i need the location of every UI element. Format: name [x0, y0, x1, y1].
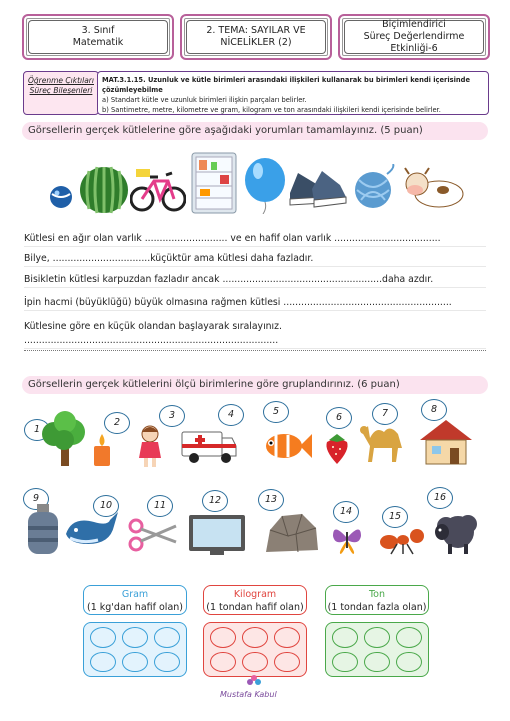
item-number: 12	[202, 490, 228, 512]
learning-outcome-box	[97, 71, 489, 115]
header-assessment-type: Biçimlendirici	[382, 19, 446, 30]
answer-circle[interactable]	[396, 652, 422, 673]
outcome-item-b: b) Santimetre, metre, kilometre ve gram, kilogram ve ton arasındaki ilişkileri kendi içerisinde belirler.	[102, 106, 441, 114]
sentence-3[interactable]: Bisikletin kütlesi karpuzdan fazladır ancak ......................................................daha azdır.	[24, 273, 486, 288]
header-class-box	[22, 14, 174, 60]
answer-circle[interactable]	[396, 627, 422, 648]
answer-circle[interactable]	[210, 627, 236, 648]
television-icon	[188, 514, 246, 556]
answer-circle[interactable]	[90, 627, 116, 648]
header-theme-box	[180, 14, 332, 60]
header-subject: Matematik	[72, 37, 124, 48]
item-number: 7	[372, 403, 398, 425]
ant-icon	[379, 526, 425, 556]
balloon-icon	[243, 156, 287, 214]
candle-icon	[91, 432, 113, 468]
sheep-icon	[432, 508, 480, 556]
answer-circle[interactable]	[122, 652, 148, 673]
sneakers-icon	[288, 167, 348, 215]
camel-icon	[356, 418, 414, 464]
outcomes-label: Öğrenme Çıktıları	[28, 76, 94, 85]
answer-circle[interactable]	[274, 627, 300, 648]
question-1: Görsellerin gerçek kütlelerine göre aşağıdaki yorumları tamamlayınız. (5 puan)	[22, 122, 488, 140]
process-components-label: Süreç Bileşenleri	[29, 86, 93, 95]
header-class: 3. Sınıf	[81, 25, 115, 36]
tree-icon	[38, 410, 92, 468]
whale-icon	[62, 508, 120, 552]
answer-circle[interactable]	[154, 652, 180, 673]
header-theme-line1: 2. TEMA: SAYILAR VE	[206, 25, 306, 36]
category-gram-label	[83, 585, 187, 615]
category-kilogram-label	[203, 585, 307, 615]
refrigerator-icon	[191, 152, 237, 214]
item-number: 15	[382, 506, 408, 528]
answer-circle[interactable]	[154, 627, 180, 648]
category-subtitle: (1 kg'dan hafif olan)	[87, 602, 183, 613]
category-subtitle: (1 tondan hafif olan)	[206, 602, 304, 613]
answer-line[interactable]	[24, 350, 486, 351]
header-assessment-box	[338, 14, 490, 60]
category-title: Ton	[368, 589, 386, 600]
item-number: 13	[258, 489, 284, 511]
answer-circle[interactable]	[242, 652, 268, 673]
category-title: Kilogram	[233, 589, 277, 600]
yarn-icon	[349, 164, 397, 212]
kilogram-answer-grid	[203, 622, 307, 677]
item-number: 2	[104, 412, 130, 434]
scissors-icon	[128, 516, 178, 552]
gas-cylinder-icon	[25, 504, 61, 556]
item-number: 8	[421, 399, 447, 421]
butterfly-icon	[331, 520, 363, 556]
item-number: 9	[23, 488, 49, 510]
header-theme-line2: NİCELİKLER (2)	[220, 37, 292, 48]
strawberry-icon	[322, 432, 352, 466]
item-number: 6	[326, 407, 352, 429]
item-number: 3	[159, 405, 185, 427]
outcome-item-a: a) Standart kütle ve uzunluk birimleri ilişkin parçaları belirler.	[102, 96, 307, 104]
outcome-code: MAT.3.1.15. Uzunluk ve kütle birimleri arasındaki ilişkileri kullanarak bu birimleri kendi içerisinde çözümleyebilme	[102, 76, 471, 94]
watermelon-icon	[79, 165, 129, 215]
answer-circle[interactable]	[242, 627, 268, 648]
answer-circle[interactable]	[364, 652, 390, 673]
item-number: 11	[147, 495, 173, 517]
item-number: 5	[263, 401, 289, 423]
item-number: 10	[93, 495, 119, 517]
question-2: Görsellerin gerçek kütlelerini ölçü birimlerine göre gruplandırınız. (6 puan)	[22, 376, 488, 394]
girl-icon	[133, 424, 167, 468]
flower-logo-icon	[247, 674, 261, 688]
item-number: 4	[218, 404, 244, 426]
sentence-4[interactable]: İpin hacmi (büyüklüğü) büyük olmasına rağmen kütlesi .........................................................	[24, 296, 486, 311]
house-icon	[418, 418, 474, 466]
gram-answer-grid	[83, 622, 187, 677]
header-activity-name: Süreç Değerlendirme Etkinliği-6	[363, 31, 465, 54]
cow-icon	[403, 164, 467, 212]
rock-icon	[262, 510, 320, 556]
answer-circle[interactable]	[332, 627, 358, 648]
answer-circle[interactable]	[210, 652, 236, 673]
ton-answer-grid	[325, 622, 429, 677]
bicycle-icon	[130, 165, 186, 213]
item-number: 16	[427, 487, 453, 509]
category-subtitle: (1 tondan fazla olan)	[327, 602, 427, 613]
answer-circle[interactable]	[332, 652, 358, 673]
author-logo: Mustafa Kabul	[220, 690, 277, 699]
item-number: 1	[24, 419, 50, 441]
item-number: 14	[333, 501, 359, 523]
fish-icon	[262, 428, 314, 464]
answer-circle[interactable]	[364, 627, 390, 648]
sentence-5[interactable]: Kütlesine göre en küçük olandan başlayarak sıralayınız. ......................................................................................	[24, 320, 486, 349]
ambulance-icon	[180, 428, 238, 464]
answer-circle[interactable]	[274, 652, 300, 673]
sentence-2[interactable]: Bilye, .................................küçüktür ama kütlesi daha fazladır.	[24, 252, 486, 267]
answer-circle[interactable]	[90, 652, 116, 673]
category-ton-label	[325, 585, 429, 615]
sentence-1[interactable]: Kütlesi en ağır olan varlık ............................ ve en hafif olan varlık ....................................	[24, 232, 486, 247]
ball-icon	[48, 184, 74, 210]
outcomes-label-box	[23, 71, 99, 115]
category-title: Gram	[121, 589, 149, 600]
answer-circle[interactable]	[122, 627, 148, 648]
